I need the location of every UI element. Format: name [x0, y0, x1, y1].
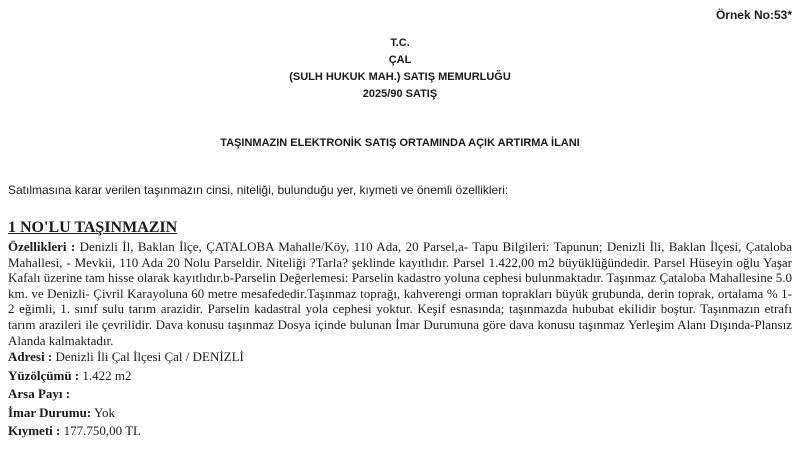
header-line-district: ÇAL: [388, 54, 412, 66]
area-label: Yüzölçümü :: [8, 367, 80, 383]
property-title: 1 NO'LU TAŞINMAZIN: [8, 219, 178, 236]
share-label: Arsa Payı :: [8, 386, 71, 402]
features-label: Özellikleri :: [8, 239, 76, 254]
header-line-country: T.C.: [390, 37, 410, 49]
address-value: Denizli İli Çal İlçesi Çal / DENİZLİ: [55, 349, 244, 365]
area-row: [8, 367, 792, 386]
address-label: Adresi :: [8, 349, 53, 365]
value-amount: 177.750,00 TL: [63, 423, 141, 439]
notice-title: TAŞINMAZIN ELEKTRONİK SATIŞ ORTAMINDA AÇIK ARTIRMA İLANI: [220, 137, 580, 149]
address-row: [8, 348, 792, 367]
header-line-case-number: 2025/90 SATIŞ: [362, 88, 438, 100]
features-text: Denizli İl, Baklan İlçe, ÇATALOBA Mahalle/Köy, 110 Ada, 20 Parsel,a- Tapu Bilgileri: Tapunun; Denizli İli, Baklan İlçesi, Çataloba Mahallesi, - Mevkii, 110 Ada 20 Nolu Parseldir. Niteliği ?Tarla? şeklinde kayıtlıdır. Parsel 1.422,00 m2 büyüklüğündedir. Parsel Hüseyin oğlu Yaşar Kafalı üzerine tam hisse olarak kayıtlıdır.b-Parselin Değerlemesi: Parselin kadastro yoluna cephesi bulunmaktadır. Taşınmaz Çataloba Mahallesine 5.0 km. ve Denizli- Çivril Karayoluna 60 metre mesafededir.Taşınmaz toprağı, kahverengi orman toprakları büyük grubunda, derin toprak, ortalama % 1-2 eğimli, 1. sınıf sulu tarım arazidir. Parselin kadastral yola cephesi yoktur. Keşif esnasında; taşınmazda hububat ekilidir boştur. Taşınmazın etrafı tarım arazileri ile çevrilidir. Dava konusu taşınmaz Dosya içinde bulunan İmar Durumuna göre dava konusu taşınmaz Yerleşim Alanı Dışında-Plansız Alanda kalmaktadır.: [8, 239, 793, 348]
court-header: [0, 35, 800, 103]
share-row: [8, 385, 792, 404]
header-line-office: (SULH HUKUK MAH.) SATIŞ MEMURLUĞU: [289, 71, 511, 83]
area-value: 1.422 m2: [82, 367, 132, 383]
value-label: Kıymeti :: [8, 423, 61, 439]
property-section: [8, 218, 792, 441]
zoning-label: İmar Durumu:: [8, 404, 92, 420]
zoning-value: Yok: [93, 404, 116, 420]
zoning-row: [8, 404, 792, 423]
intro-text: Satılmasına karar verilen taşınmazın cinsi, niteliği, bulunduğu yer, kıymeti ve önemli özellikleri:: [8, 183, 509, 197]
form-number: Örnek No:53*: [715, 8, 792, 22]
value-row: [8, 422, 792, 441]
property-features: [8, 239, 792, 348]
